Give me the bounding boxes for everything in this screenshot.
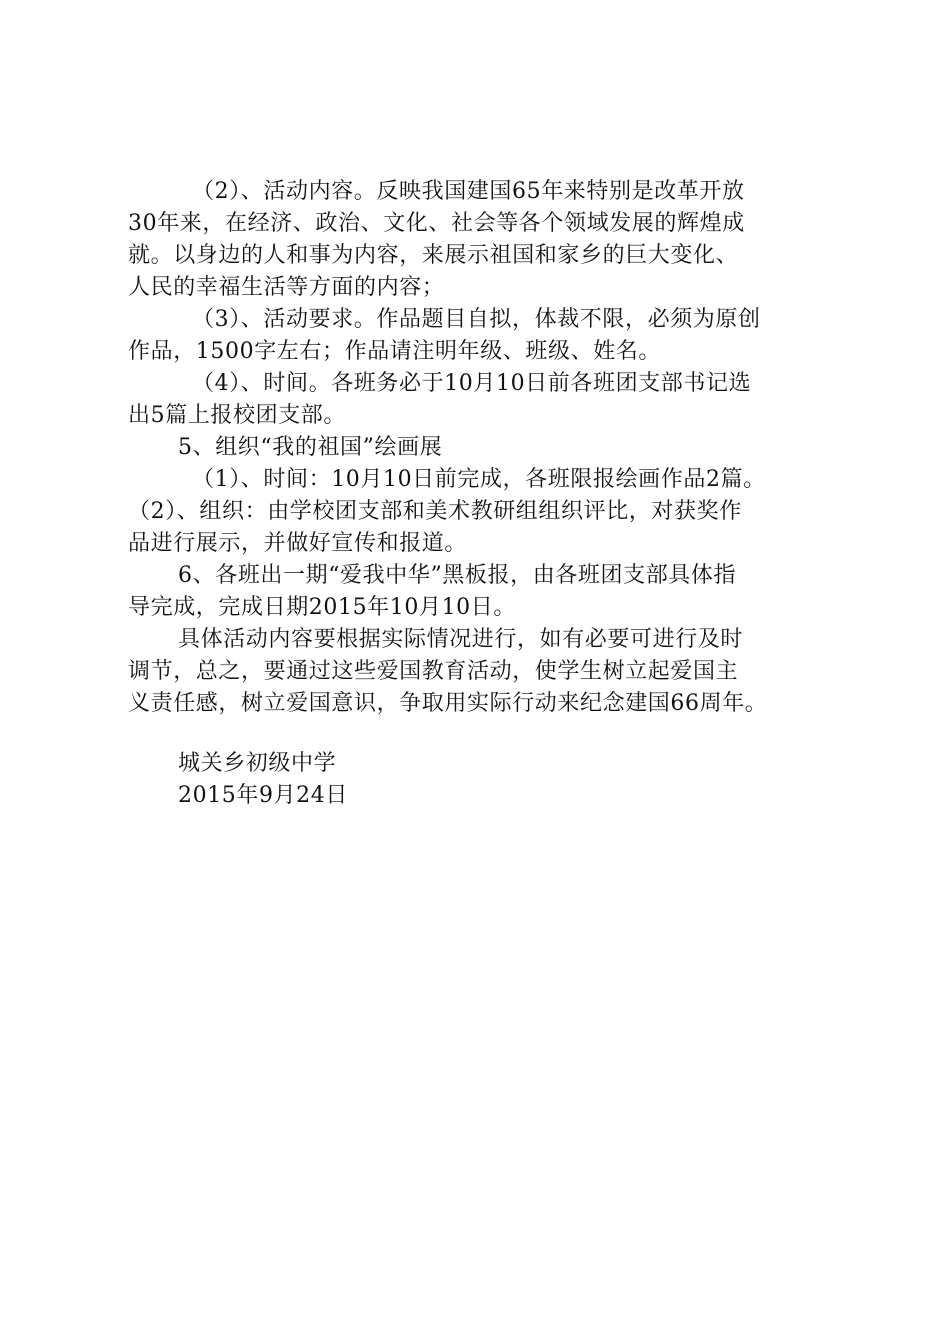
- paragraph-line: 30年来，在经济、政治、文化、社会等各个领域发展的辉煌成: [128, 211, 745, 236]
- signature-date: 2015年9月24日: [178, 783, 348, 808]
- paragraph-line: （1）、时间：10月10日前完成，各班限报绘画作品2篇。: [192, 467, 766, 492]
- paragraph-line: 具体活动内容要根据实际情况进行，如有必要可进行及时: [178, 627, 744, 652]
- paragraph-line: （4）、时间。各班务必于10月10日前各班团支部书记选: [192, 371, 752, 396]
- paragraph-line: 出5篇上报校团支部。: [128, 403, 346, 428]
- paragraph-line: 品进行展示，并做好宣传和报道。: [128, 531, 468, 556]
- paragraph-line: 调节，总之，要通过这些爱国教育活动，使学生树立起爱国主: [128, 659, 739, 684]
- section-heading: 5、组织“我的祖国”绘画展: [178, 435, 443, 460]
- paragraph-line: 义责任感，树立爱国意识，争取用实际行动来纪念建国66周年。: [128, 691, 768, 716]
- paragraph-line: 导完成，完成日期2015年10月10日。: [128, 595, 516, 620]
- paragraph-line: （2）、组织：由学校团支部和美术教研组组织评比，对获奖作: [128, 499, 742, 524]
- signature-school: 城关乡初级中学: [178, 751, 337, 776]
- document-body: [128, 176, 838, 812]
- paragraph-line: 作品，1500字左右；作品请注明年级、班级、姓名。: [128, 339, 661, 364]
- paragraph-line: 就。以身边的人和事为内容，来展示祖国和家乡的巨大变化、: [128, 243, 739, 268]
- paragraph-line: （3）、活动要求。作品题目自拟，体裁不限，必须为原创: [192, 307, 761, 332]
- spacer: [128, 720, 838, 748]
- paragraph-line: 6、各班出一期“爱我中华”黑板报，由各班团支部具体指: [178, 563, 737, 588]
- paragraph-line: （2）、活动内容。反映我国建国65年来特别是改革开放: [192, 179, 745, 204]
- paragraph-line: 人民的幸福生活等方面的内容；: [128, 275, 445, 300]
